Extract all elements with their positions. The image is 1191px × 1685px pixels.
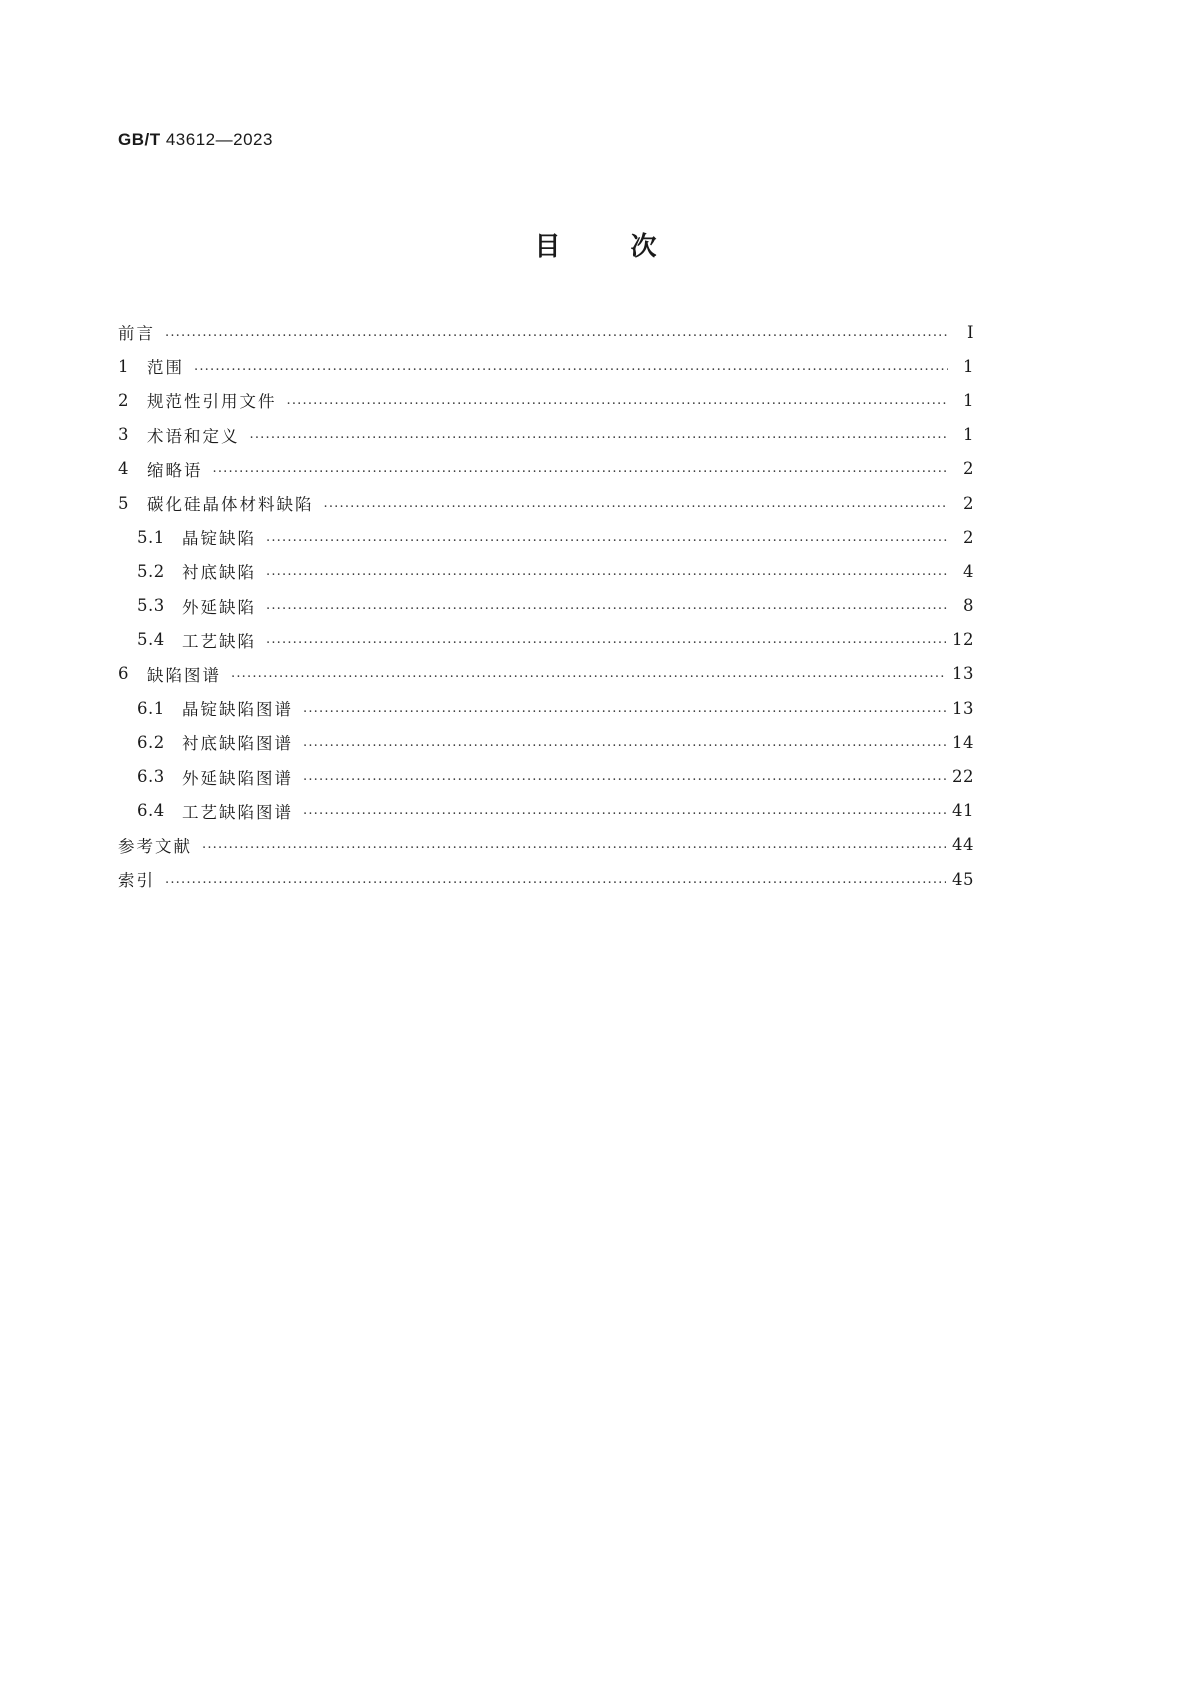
toc-leader bbox=[266, 565, 948, 578]
toc-entry-page: 22 bbox=[952, 767, 974, 787]
toc-entry-abbreviations[interactable] bbox=[118, 452, 974, 486]
toc-entry-foreword[interactable] bbox=[118, 315, 974, 349]
toc-entry-label: 晶锭缺陷 bbox=[182, 529, 256, 549]
toc-entry-5-1[interactable] bbox=[118, 520, 974, 554]
standard-prefix: GB/T bbox=[118, 130, 161, 149]
toc-title-char-2: 次 bbox=[630, 232, 657, 262]
toc-entry-page: 2 bbox=[963, 493, 974, 513]
toc-entry-page: 45 bbox=[952, 869, 974, 889]
toc-title-char-1: 目 bbox=[534, 232, 561, 262]
toc-leader bbox=[303, 736, 946, 749]
toc-entry-number: 5.1 bbox=[137, 527, 165, 547]
toc-entry-number: 5.2 bbox=[137, 561, 165, 581]
toc-entry-label: 衬底缺陷图谱 bbox=[182, 734, 293, 754]
toc-entry-label: 外延缺陷图谱 bbox=[182, 768, 293, 788]
toc-entry-terms-definitions[interactable] bbox=[118, 418, 974, 452]
toc-entry-number: 6.4 bbox=[137, 801, 165, 821]
standard-code bbox=[118, 130, 273, 150]
toc-entry-label: 晶锭缺陷图谱 bbox=[182, 700, 293, 720]
toc-title bbox=[0, 226, 1191, 263]
toc-entry-label: 外延缺陷 bbox=[182, 597, 256, 617]
toc-entry-page: 4 bbox=[963, 561, 974, 581]
toc-entry-5-2[interactable] bbox=[118, 554, 974, 588]
toc-entry-label: 工艺缺陷图谱 bbox=[182, 802, 293, 822]
toc-leader bbox=[213, 462, 949, 475]
toc-leader bbox=[266, 633, 946, 646]
toc-leader bbox=[303, 770, 946, 783]
toc-entry-5-4[interactable] bbox=[118, 623, 974, 657]
toc-entry-label: 工艺缺陷 bbox=[182, 631, 256, 651]
toc-entry-number: 3 bbox=[118, 425, 129, 445]
toc-leader bbox=[202, 838, 946, 851]
toc-leader bbox=[266, 531, 948, 544]
toc-entry-page: 1 bbox=[963, 356, 974, 376]
toc-leader bbox=[266, 599, 948, 612]
toc-entry-page: 44 bbox=[952, 835, 974, 855]
standard-number: 43612—2023 bbox=[165, 130, 273, 149]
toc-leader bbox=[303, 702, 946, 715]
toc-leader bbox=[303, 804, 946, 817]
toc-entry-label: 前言 bbox=[118, 324, 155, 344]
toc-entry-scope[interactable] bbox=[118, 349, 974, 383]
toc-leader bbox=[324, 497, 949, 510]
toc-entry-page: 13 bbox=[952, 664, 974, 684]
toc-entry-page: 41 bbox=[952, 801, 974, 821]
toc-entry-page: 2 bbox=[963, 459, 974, 479]
toc-entry-label: 术语和定义 bbox=[147, 426, 240, 446]
toc-entry-number: 6.2 bbox=[137, 732, 165, 752]
toc-leader bbox=[231, 667, 946, 680]
toc-entry-label: 缩略语 bbox=[147, 460, 203, 480]
toc-entry-bibliography[interactable] bbox=[118, 828, 974, 862]
toc-entry-number: 5.4 bbox=[137, 630, 165, 650]
toc-entry-number: 6.3 bbox=[137, 767, 165, 787]
toc-entry-6-2[interactable] bbox=[118, 725, 974, 759]
toc-entry-6-1[interactable] bbox=[118, 691, 974, 725]
toc-entry-5-3[interactable] bbox=[118, 589, 974, 623]
toc-entry-page: 13 bbox=[952, 698, 974, 718]
toc-entry-page: 1 bbox=[963, 425, 974, 445]
toc-entry-page: 14 bbox=[952, 732, 974, 752]
toc-entry-normative-references[interactable] bbox=[118, 383, 974, 417]
toc-entry-6-4[interactable] bbox=[118, 794, 974, 828]
toc-entry-number: 6.1 bbox=[137, 698, 165, 718]
toc-entry-defect-atlas[interactable] bbox=[118, 657, 974, 691]
toc-leader bbox=[194, 360, 948, 373]
toc-entry-label: 碳化硅晶体材料缺陷 bbox=[147, 495, 314, 515]
toc-leader bbox=[287, 394, 949, 407]
toc-entry-label: 参考文献 bbox=[118, 836, 192, 856]
toc-entry-number: 5 bbox=[118, 493, 129, 513]
toc-entry-index[interactable] bbox=[118, 862, 974, 896]
table-of-contents bbox=[118, 315, 974, 896]
toc-entry-page: Ⅰ bbox=[966, 322, 974, 342]
toc-entry-label: 缺陷图谱 bbox=[147, 665, 221, 685]
toc-entry-page: 8 bbox=[963, 596, 974, 616]
toc-entry-number: 1 bbox=[118, 356, 129, 376]
toc-entry-label: 规范性引用文件 bbox=[147, 392, 277, 412]
toc-leader bbox=[165, 326, 948, 339]
toc-entry-label: 范围 bbox=[147, 358, 184, 378]
toc-leader bbox=[250, 428, 949, 441]
toc-entry-page: 1 bbox=[963, 390, 974, 410]
toc-entry-page: 2 bbox=[963, 527, 974, 547]
toc-entry-label: 衬底缺陷 bbox=[182, 563, 256, 583]
toc-leader bbox=[165, 873, 946, 886]
toc-entry-number: 2 bbox=[118, 390, 129, 410]
toc-entry-number: 5.3 bbox=[137, 596, 165, 616]
toc-entry-number: 6 bbox=[118, 664, 129, 684]
toc-entry-6-3[interactable] bbox=[118, 759, 974, 793]
toc-entry-sic-defects[interactable] bbox=[118, 486, 974, 520]
toc-entry-number: 4 bbox=[118, 459, 129, 479]
toc-entry-page: 12 bbox=[952, 630, 974, 650]
toc-entry-label: 索引 bbox=[118, 871, 155, 891]
